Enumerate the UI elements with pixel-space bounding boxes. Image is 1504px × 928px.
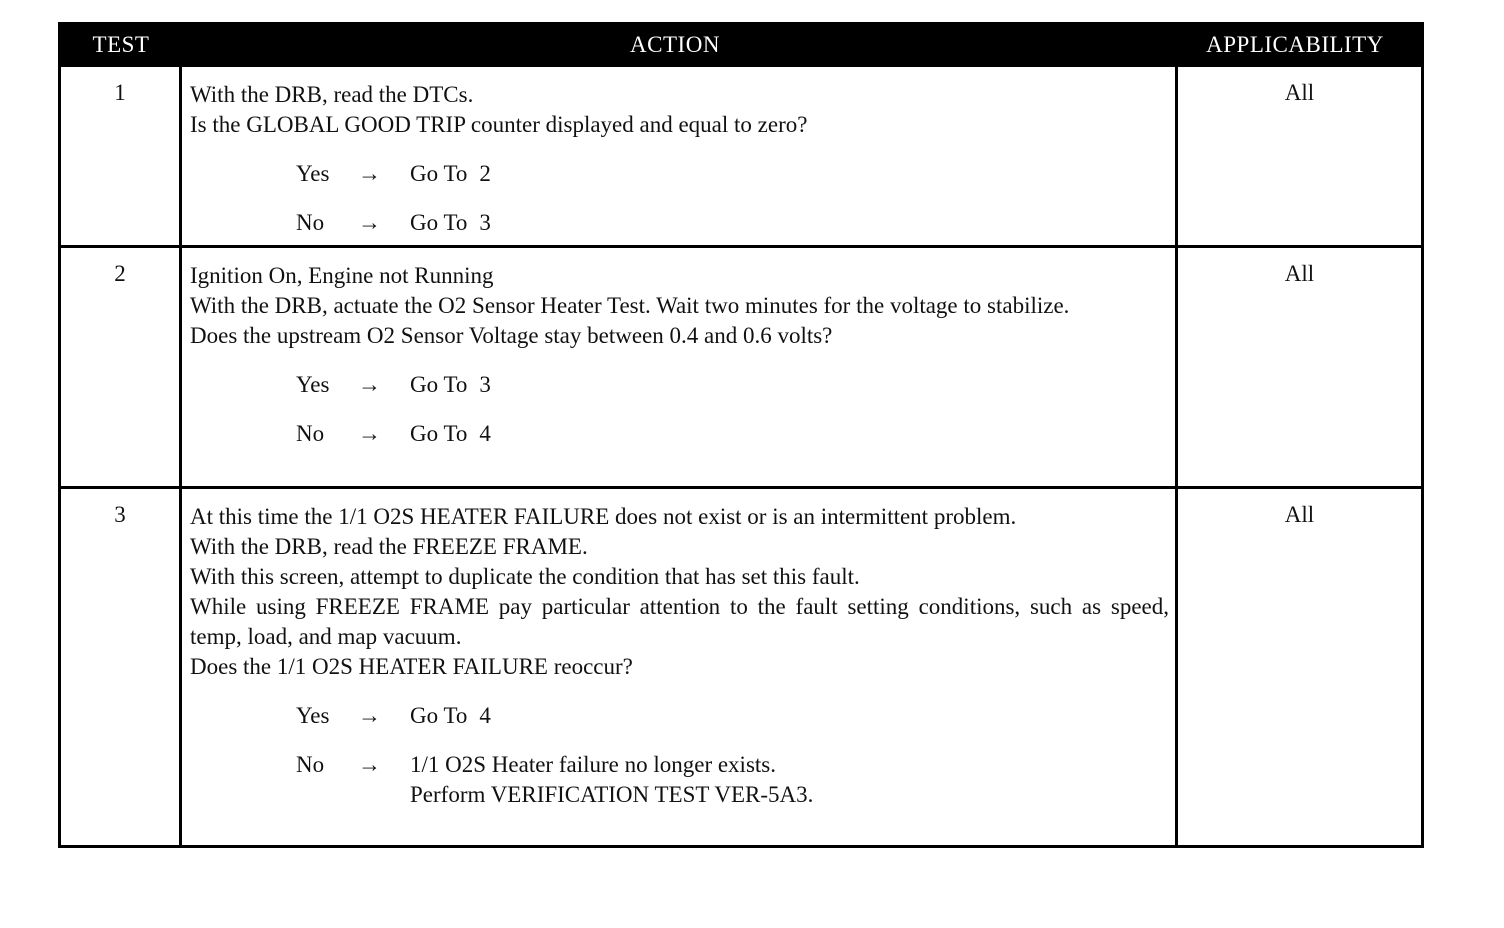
answer-label: Yes: [296, 703, 330, 728]
arrow-icon: →: [358, 161, 381, 186]
table-row: [61, 486, 1421, 845]
no-branch: [296, 419, 1169, 449]
arrow-icon: →: [358, 372, 381, 397]
action-line: Ignition On, Engine not Running: [190, 263, 494, 288]
action-line: Does the upstream O2 Sensor Voltage stay between 0.4 and 0.6 volts?: [190, 323, 833, 348]
header-action: ACTION: [630, 31, 720, 57]
applicability-cell: All: [1284, 80, 1315, 105]
result-instruction: 1/1 O2S Heater failure no longer exists. Perform VERIFICATION TEST VER-5A3.: [410, 752, 814, 807]
action-line: With the DRB, read the DTCs.: [190, 82, 474, 107]
goto-instruction: Go To 3: [410, 372, 491, 397]
arrow-icon: →: [358, 752, 381, 777]
action-line: With the DRB, actuate the O2 Sensor Heater Test. Wait two minutes for the voltage to stabilize.: [190, 293, 1070, 318]
yes-branch: [296, 701, 1169, 731]
action-cell: [182, 248, 1178, 486]
action-line: At this time the 1/1 O2S HEATER FAILURE does not exist or is an intermittent problem.: [190, 504, 1017, 529]
goto-instruction: Go To 2: [410, 161, 491, 186]
answer-label: Yes: [296, 161, 330, 186]
answer-label: No: [296, 210, 325, 235]
yes-branch: [296, 159, 1169, 189]
goto-instruction: Go To 4: [410, 421, 491, 446]
test-number: 2: [61, 248, 182, 486]
applicability-cell: All: [1284, 261, 1315, 286]
arrow-icon: →: [358, 703, 381, 728]
yes-branch: [296, 370, 1169, 400]
diagnostic-table: [58, 22, 1424, 848]
test-number: 1: [61, 67, 182, 245]
action-cell: [182, 67, 1178, 245]
answer-label: Yes: [296, 372, 330, 397]
table-row: [61, 64, 1421, 245]
no-branch: [296, 750, 1169, 810]
answer-label: No: [296, 752, 325, 777]
action-line: With the DRB, read the FREEZE FRAME.: [190, 534, 588, 559]
action-cell: [182, 489, 1178, 845]
applicability-cell: All: [1284, 502, 1315, 527]
answer-label: No: [296, 421, 325, 446]
action-line: Is the GLOBAL GOOD TRIP counter displayed and equal to zero?: [190, 112, 808, 137]
no-branch: [296, 208, 1169, 238]
arrow-icon: →: [358, 210, 381, 235]
table-row: [61, 245, 1421, 486]
arrow-icon: →: [358, 421, 381, 446]
table-header: [61, 25, 1421, 64]
test-number: 3: [61, 489, 182, 845]
header-applicability: APPLICABILITY: [1206, 31, 1384, 57]
action-line: Does the 1/1 O2S HEATER FAILURE reoccur?: [190, 654, 633, 679]
goto-instruction: Go To 4: [410, 703, 491, 728]
goto-instruction: Go To 3: [410, 210, 491, 235]
header-test: TEST: [92, 31, 150, 57]
action-line: With this screen, attempt to duplicate the condition that has set this fault.: [190, 564, 860, 589]
action-line: While using FREEZE FRAME pay particular attention to the fault setting conditions, such as speed, temp, load, and map vacuum.: [190, 594, 1169, 649]
